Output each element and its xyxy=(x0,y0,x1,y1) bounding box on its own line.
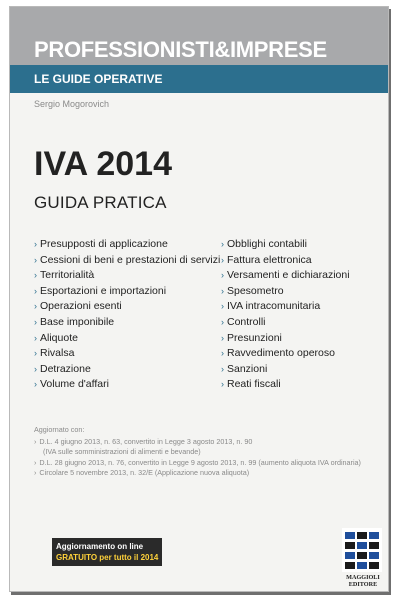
topic-item xyxy=(34,362,220,378)
topic-label: Presunzioni xyxy=(227,331,282,344)
topic-item xyxy=(34,253,220,269)
updates-list xyxy=(34,437,364,478)
topic-item xyxy=(221,346,350,362)
topic-item xyxy=(34,346,220,362)
topic-item xyxy=(221,253,350,269)
bullet-chevron-icon: › xyxy=(34,363,37,374)
bullet-chevron-icon: › xyxy=(221,254,224,265)
topic-item xyxy=(34,268,220,284)
bullet-chevron-icon: › xyxy=(221,363,224,374)
topic-label: Base imponibile xyxy=(40,315,115,328)
publisher-line-2: EDITORE xyxy=(348,581,378,589)
bullet-chevron-icon: › xyxy=(221,239,224,249)
bullet-chevron-icon: › xyxy=(34,239,37,249)
online-update-badge xyxy=(52,538,162,566)
series-subtitle-band xyxy=(10,65,388,93)
topic-list-right xyxy=(221,237,350,393)
bullet-chevron-icon: › xyxy=(34,437,37,447)
topic-item xyxy=(221,268,350,284)
bullet-chevron-icon: › xyxy=(34,316,37,327)
topic-label: Obblighi contabili xyxy=(227,238,307,250)
topic-label: Versamenti e dichiarazioni xyxy=(227,269,350,282)
update-item xyxy=(34,468,364,478)
topic-item xyxy=(221,237,350,253)
topic-item xyxy=(34,299,220,315)
updates-heading: Aggiornato con: xyxy=(34,425,85,434)
bullet-chevron-icon: › xyxy=(221,285,224,296)
topic-label: Fattura elettronica xyxy=(227,253,312,266)
topic-label: Territorialità xyxy=(40,269,95,282)
publisher-line-1: MAGGIOLI xyxy=(346,574,380,581)
updates-section xyxy=(34,425,364,478)
topic-label: Esportazioni e importazioni xyxy=(40,284,167,297)
topic-label: Operazioni esenti xyxy=(40,300,122,313)
topic-label: Sanzioni xyxy=(227,362,268,375)
bullet-chevron-icon: › xyxy=(221,332,224,343)
bullet-chevron-icon: › xyxy=(221,379,224,390)
bullet-chevron-icon: › xyxy=(34,379,37,390)
topic-item xyxy=(34,237,220,253)
topic-item xyxy=(221,284,350,300)
topic-item xyxy=(221,315,350,331)
topic-label: IVA intracomunitaria xyxy=(227,300,321,313)
update-item xyxy=(34,437,364,447)
topic-item xyxy=(34,315,220,331)
topic-item xyxy=(34,331,220,347)
bullet-chevron-icon: › xyxy=(221,348,224,359)
update-item xyxy=(34,458,364,468)
publisher-name xyxy=(341,574,385,588)
bullet-chevron-icon: › xyxy=(34,332,37,343)
bullet-chevron-icon: › xyxy=(34,467,37,477)
bullet-chevron-icon: › xyxy=(34,301,37,312)
update-text: D.L. 28 giugno 2013, n. 76, convertito in Legge 9 agosto 2013, n. 99 (aumento aliquota IVA ordinaria) xyxy=(39,457,361,467)
update-note: (IVA sulle somministrazioni di alimenti e bevande) xyxy=(43,447,201,457)
topic-item xyxy=(34,377,220,393)
topic-label: Controlli xyxy=(227,315,266,328)
bullet-chevron-icon: › xyxy=(34,457,37,467)
topic-item xyxy=(221,299,350,315)
promo-line-2: GRATUITO per tutto il 2014 xyxy=(56,553,159,562)
promo-line-1: Aggiornamento on line xyxy=(56,542,144,551)
update-text: D.L. 4 giugno 2013, n. 63, convertito in Legge 3 agosto 2013, n. 90 xyxy=(39,437,253,447)
bullet-chevron-icon: › xyxy=(34,254,37,265)
update-text: Circolare 5 novembre 2013, n. 32/E (Applicazione nuova aliquota) xyxy=(39,467,250,477)
topic-item xyxy=(221,377,350,393)
topic-item xyxy=(221,331,350,347)
topic-label: Presupposti di applicazione xyxy=(40,238,168,250)
topic-list-left xyxy=(34,237,220,393)
book-cover xyxy=(9,6,389,592)
topic-item xyxy=(221,362,350,378)
series-band xyxy=(10,7,388,65)
topic-label: Spesometro xyxy=(227,284,284,297)
bullet-chevron-icon: › xyxy=(221,270,224,281)
topic-label: Ravvedimento operoso xyxy=(227,347,335,360)
topic-label: Rivalsa xyxy=(40,347,75,360)
topic-label: Reati fiscali xyxy=(227,378,281,391)
bullet-chevron-icon: › xyxy=(221,316,224,327)
series-subtitle: LE GUIDE OPERATIVE xyxy=(34,72,163,86)
bullet-chevron-icon: › xyxy=(221,301,224,312)
topic-label: Cessioni di beni e prestazioni di servizi xyxy=(40,253,221,266)
topic-label: Volume d'affari xyxy=(40,378,109,391)
book-title: IVA 2014 xyxy=(34,145,172,183)
bullet-chevron-icon: › xyxy=(34,348,37,359)
publisher-logo-icon xyxy=(342,528,382,572)
series-title: PROFESSIONISTI&IMPRESE xyxy=(34,37,327,62)
book-subtitle: GUIDA PRATICA xyxy=(34,193,167,212)
author-name: Sergio Mogorovich xyxy=(34,99,110,109)
topic-item xyxy=(34,284,220,300)
bullet-chevron-icon: › xyxy=(34,285,37,296)
bullet-chevron-icon: › xyxy=(34,270,37,281)
topic-label: Detrazione xyxy=(40,362,91,375)
topic-label: Aliquote xyxy=(40,331,78,344)
